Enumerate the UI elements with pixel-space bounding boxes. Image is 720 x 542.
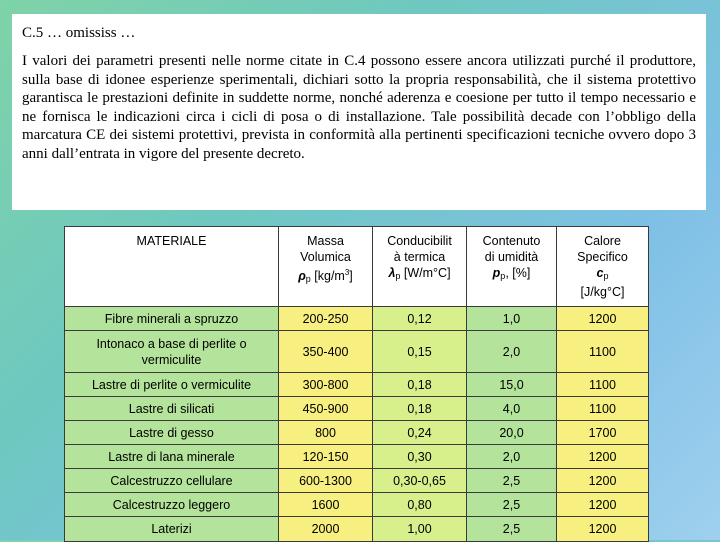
cell-conductivity: 0,18 xyxy=(373,373,467,397)
cell-specific-heat: 1700 xyxy=(557,421,649,445)
table-row xyxy=(65,421,649,445)
table-row xyxy=(65,445,649,469)
header-conductivity: Conducibilit à termica $\lambda_p$ [W/m°C] xyxy=(373,227,467,307)
table-row xyxy=(65,493,649,517)
body-paragraph: I valori dei parametri presenti nelle norme citate in C.4 possono essere ancora utilizzati purché il produttore, sulla base di idonee esperienze sperimentali, dichiari sotto la propria responsabilità, che il sistema protettivo garantisca le prestazioni definite in suddette norme, nonché aderenza e coesione per tutto il tempo necessario e ne fornisca le indicazioni circa i cicli di posa o di installazione. Tale possibilità decade con l’obbligo della marcatura CE dei sistemi protettivi, prevista in conformità alla pertinenti specificazioni tecniche ovvero dopo 3 anni dall’entrata in vigore del presente decreto. xyxy=(22,53,696,162)
cell-density: 300-800 xyxy=(279,373,373,397)
cell-conductivity: 0,12 xyxy=(373,307,467,331)
header-material: MATERIALE xyxy=(65,227,279,307)
cell-material: Lastre di gesso xyxy=(65,421,279,445)
section-heading: C.5 … omississ … xyxy=(22,25,136,41)
table-row xyxy=(65,373,649,397)
cell-specific-heat: 1100 xyxy=(557,373,649,397)
cell-specific-heat: 1200 xyxy=(557,307,649,331)
cell-humidity: 4,0 xyxy=(467,397,557,421)
cell-humidity: 2,5 xyxy=(467,469,557,493)
cell-conductivity: 0,24 xyxy=(373,421,467,445)
table-row xyxy=(65,307,649,331)
cell-specific-heat: 1200 xyxy=(557,517,649,542)
cell-density: 800 xyxy=(279,421,373,445)
cell-specific-heat: 1200 xyxy=(557,445,649,469)
materials-table xyxy=(64,226,649,542)
header-density: Massa Volumica $\rho_p$ $[kg/m^3]$ xyxy=(279,227,373,307)
cell-density: 2000 xyxy=(279,517,373,542)
table-row xyxy=(65,517,649,542)
cell-density: 600-1300 xyxy=(279,469,373,493)
cell-conductivity: 0,30-0,65 xyxy=(373,469,467,493)
table-row xyxy=(65,397,649,421)
cell-material: Calcestruzzo cellulare xyxy=(65,469,279,493)
cell-conductivity: 0,15 xyxy=(373,331,467,373)
table-row xyxy=(65,469,649,493)
cell-material: Calcestruzzo leggero xyxy=(65,493,279,517)
cell-density: 1600 xyxy=(279,493,373,517)
cell-humidity: 2,0 xyxy=(467,445,557,469)
cell-conductivity: 1,00 xyxy=(373,517,467,542)
cell-humidity: 2,5 xyxy=(467,493,557,517)
cell-conductivity: 0,30 xyxy=(373,445,467,469)
cell-density: 200-250 xyxy=(279,307,373,331)
cell-material: Intonaco a base di perlite o vermiculite xyxy=(65,331,279,373)
cell-specific-heat: 1100 xyxy=(557,331,649,373)
cell-density: 120-150 xyxy=(279,445,373,469)
cell-conductivity: 0,80 xyxy=(373,493,467,517)
cell-humidity: 2,5 xyxy=(467,517,557,542)
cell-material: Lastre di lana minerale xyxy=(65,445,279,469)
cell-material: Lastre di silicati xyxy=(65,397,279,421)
header-humidity: Contenuto di umidità $p_p$, [%] xyxy=(467,227,557,307)
cell-material: Fibre minerali a spruzzo xyxy=(65,307,279,331)
cell-material: Lastre di perlite o vermiculite xyxy=(65,373,279,397)
cell-specific-heat: 1200 xyxy=(557,469,649,493)
cell-specific-heat: 1200 xyxy=(557,493,649,517)
cell-humidity: 20,0 xyxy=(467,421,557,445)
cell-density: 350-400 xyxy=(279,331,373,373)
cell-specific-heat: 1100 xyxy=(557,397,649,421)
cell-humidity: 2,0 xyxy=(467,331,557,373)
cell-humidity: 1,0 xyxy=(467,307,557,331)
cell-humidity: 15,0 xyxy=(467,373,557,397)
cell-material: Laterizi xyxy=(65,517,279,542)
header-specific-heat: Calore Specifico $c_p$ [J/kg°C] xyxy=(557,227,649,307)
cell-density: 450-900 xyxy=(279,397,373,421)
table-row xyxy=(65,331,649,373)
cell-conductivity: 0,18 xyxy=(373,397,467,421)
text-box xyxy=(12,14,706,210)
